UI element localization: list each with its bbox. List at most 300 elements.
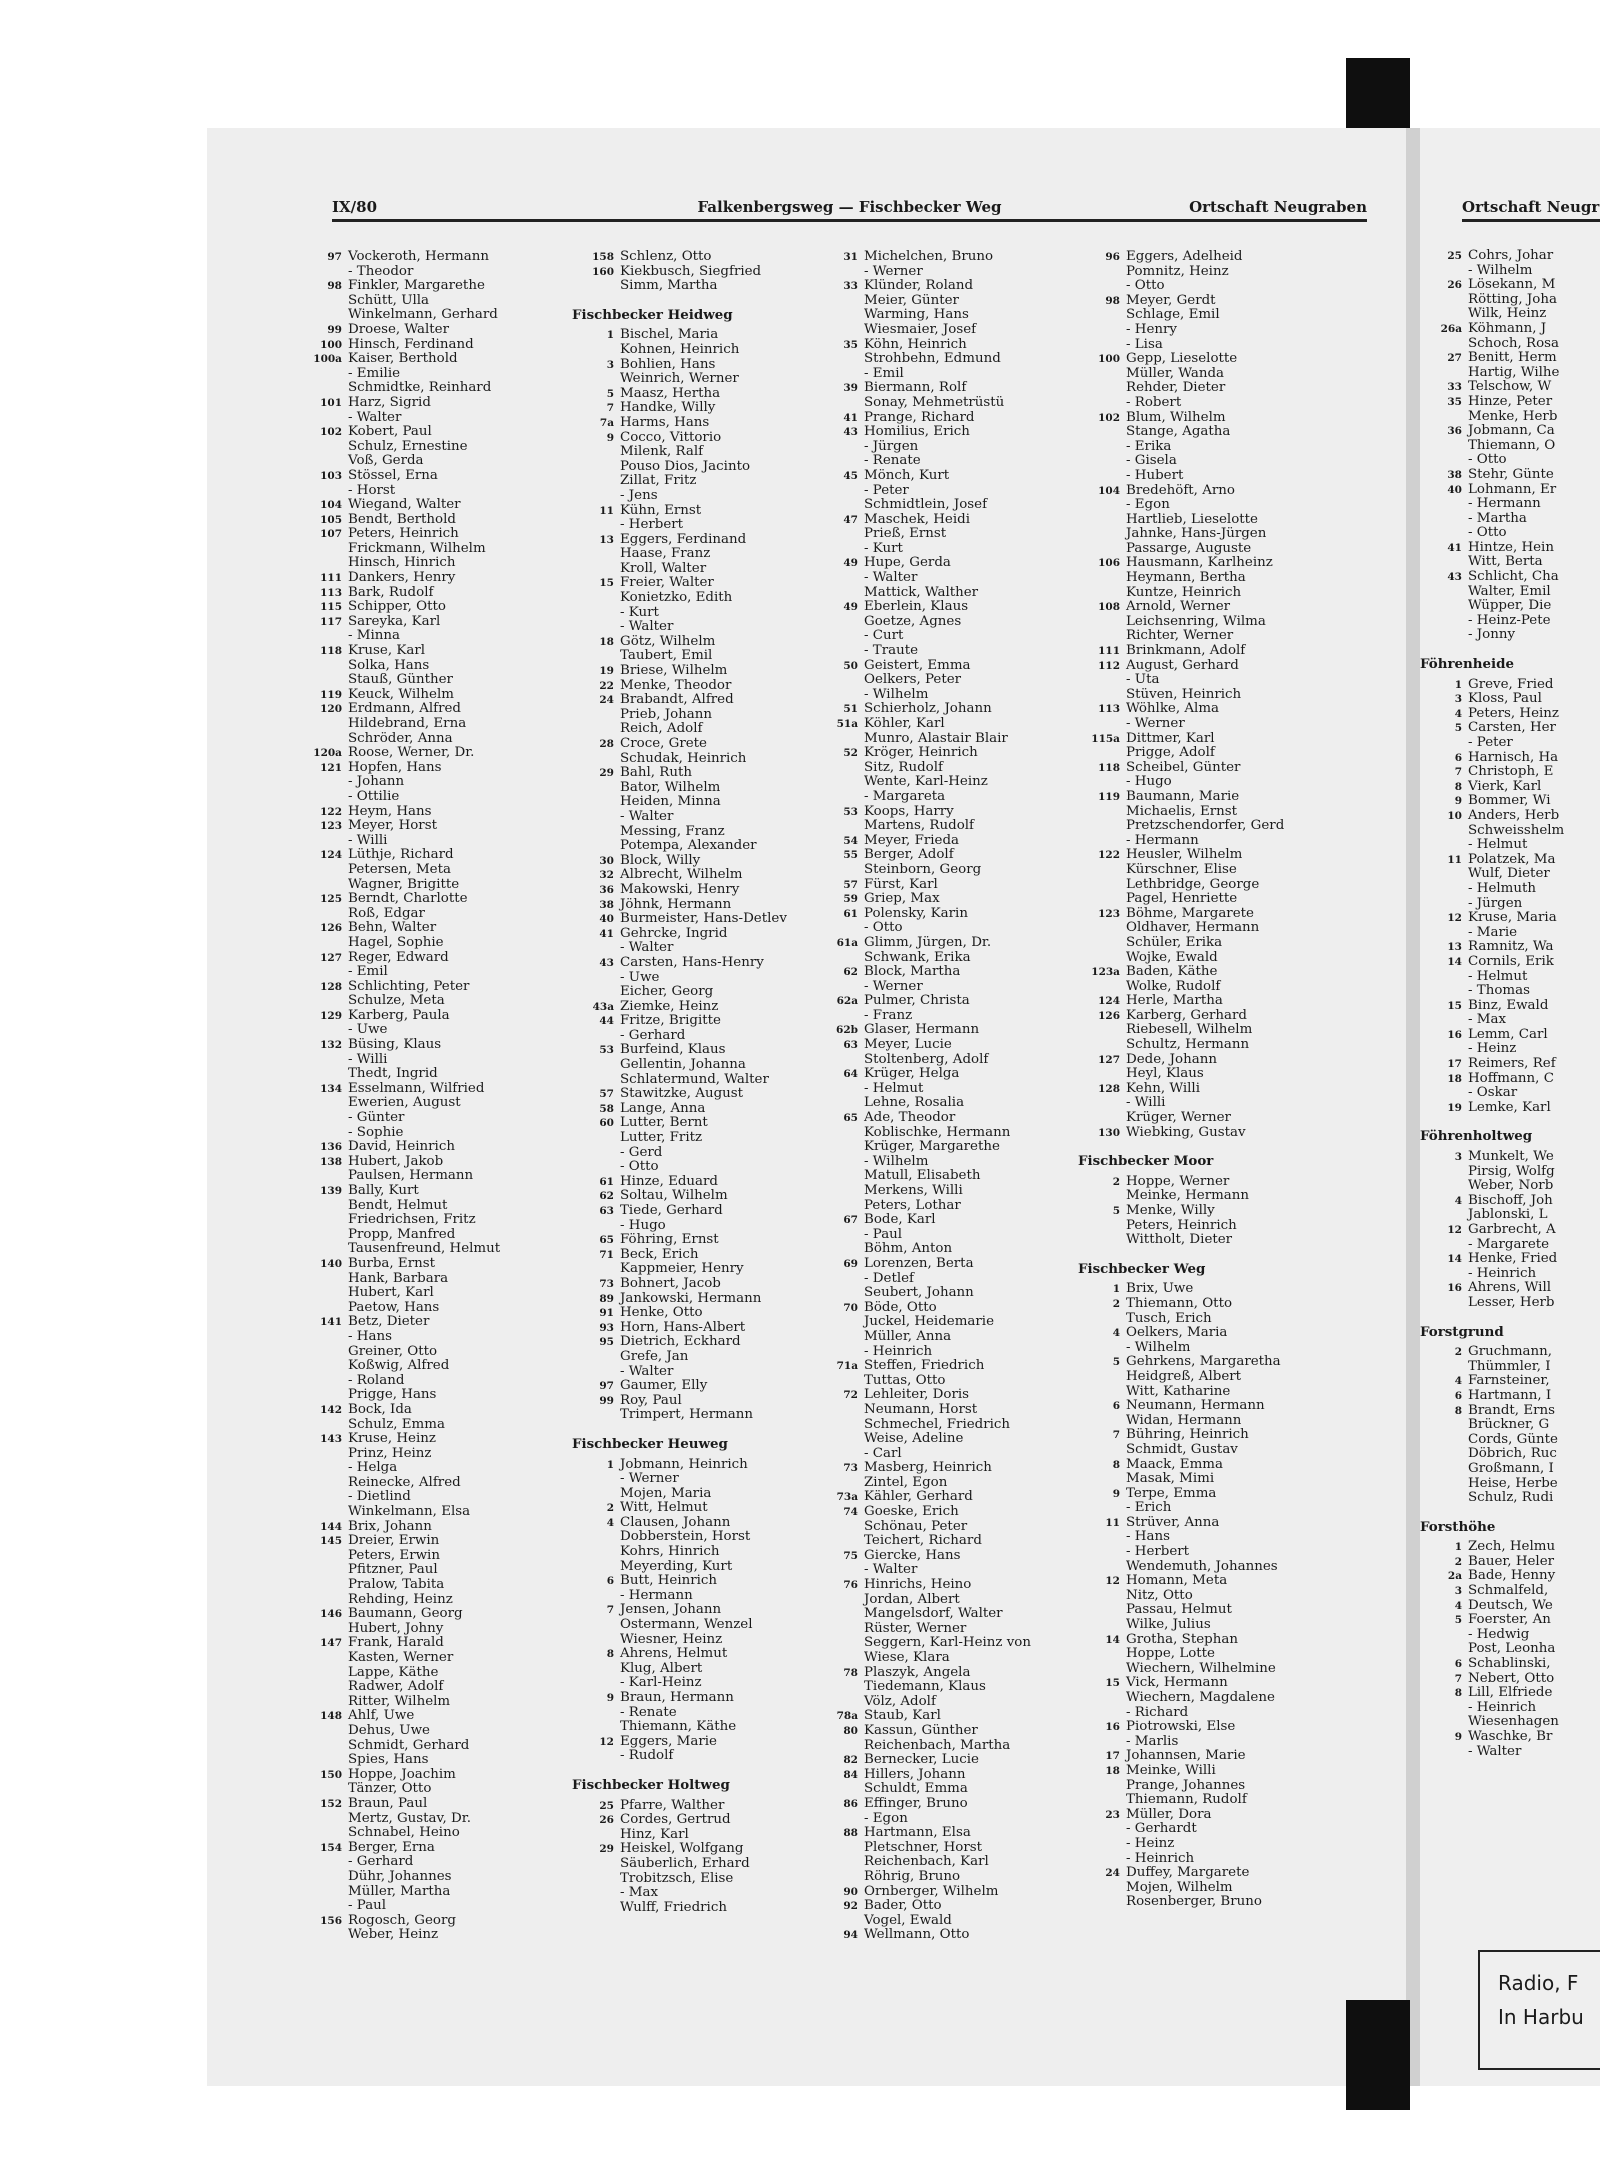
resident-name: - Herbert <box>1126 1544 1190 1560</box>
house-number <box>300 381 348 396</box>
directory-entry <box>300 1841 500 1856</box>
resident-name: Nebert, Otto <box>1468 1670 1555 1686</box>
directory-entry <box>1078 980 1284 995</box>
directory-entry <box>1078 323 1284 338</box>
resident-name: - Otto <box>1126 278 1165 294</box>
directory-entry <box>816 1636 1031 1651</box>
resident-name: Hubert, Karl <box>348 1285 434 1301</box>
directory-entry <box>1078 673 1284 688</box>
house-number: 7 <box>1454 766 1462 779</box>
house-number: 123 <box>1098 907 1120 920</box>
resident-name: Tänzer, Otto <box>348 1781 432 1797</box>
directory-entry <box>300 1753 500 1768</box>
directory-entry <box>816 513 1031 528</box>
resident-name: Christoph, E <box>1468 764 1554 780</box>
directory-entry <box>300 1914 500 1929</box>
resident-name: Jobmann, Heinrich <box>620 1456 748 1472</box>
house-number: 3 <box>1454 1585 1462 1598</box>
resident-name: - Rudolf <box>620 1748 674 1764</box>
directory-entry <box>816 1301 1031 1316</box>
resident-name: Paulsen, Hermann <box>348 1168 474 1184</box>
house-number: 25 <box>599 1799 614 1812</box>
resident-name: Hildebrand, Erna <box>348 716 467 731</box>
house-number: 11 <box>599 504 614 517</box>
directory-entry <box>816 279 1031 294</box>
resident-name: Peters, Erwin <box>348 1547 440 1563</box>
resident-name: Mönch, Kurt <box>864 467 950 483</box>
directory-entry <box>816 367 1031 382</box>
directory-entry <box>572 431 787 446</box>
directory-entry <box>572 1277 787 1292</box>
house-number <box>1078 805 1126 820</box>
directory-entry <box>300 1520 500 1535</box>
resident-name: - Karl-Heinz <box>620 1675 702 1691</box>
house-number <box>572 1530 620 1545</box>
directory-entry <box>300 294 500 309</box>
street-heading: Fischbecker Holtweg <box>572 1776 730 1793</box>
directory-entry <box>816 527 1031 542</box>
directory-entry <box>1078 1038 1284 1053</box>
directory-entry <box>300 1242 500 1257</box>
resident-name: Frank, Harald <box>348 1635 444 1651</box>
directory-entry <box>300 425 500 440</box>
house-number <box>300 1301 348 1316</box>
directory-entry <box>300 600 500 615</box>
resident-name: Hinsch, Ferdinand <box>348 336 474 352</box>
resident-name: - Dietlind <box>348 1489 411 1505</box>
resident-name: Heise, Herbe <box>1468 1475 1558 1491</box>
resident-name: Peters, Heinrich <box>348 526 459 542</box>
directory-entry <box>1078 484 1284 499</box>
resident-name: - Detlef <box>864 1270 914 1286</box>
resident-name: Mattick, Walther <box>864 584 979 600</box>
resident-name: Lösekann, M <box>1468 277 1556 293</box>
resident-name: Eggers, Adelheid <box>1126 249 1243 264</box>
resident-name: Weber, Heinz <box>348 1927 439 1943</box>
resident-name: Hartmann, I <box>1468 1387 1552 1403</box>
resident-name: Wiese, Klara <box>864 1650 950 1665</box>
house-number: 67 <box>843 1214 858 1227</box>
directory-entry <box>1420 1389 1564 1404</box>
resident-name: - Werner <box>1126 716 1185 731</box>
directory-entry <box>300 1111 500 1126</box>
house-number <box>300 1067 348 1082</box>
resident-name: David, Heinrich <box>348 1139 455 1155</box>
resident-name: Böhm, Anton <box>864 1241 953 1257</box>
resident-name: Menke, Willy <box>1126 1203 1215 1218</box>
directory-entry <box>1078 1560 1284 1575</box>
directory-entry <box>300 1286 500 1301</box>
resident-name: Hoppe, Joachim <box>348 1766 456 1782</box>
house-number <box>1420 736 1468 751</box>
directory-entry <box>300 1724 500 1739</box>
house-number: 62a <box>836 995 858 1008</box>
resident-name: Lehleiter, Doris <box>864 1387 970 1403</box>
directory-entry <box>816 1520 1031 1535</box>
resident-name: Hoppe, Lotte <box>1126 1646 1215 1662</box>
house-number: 43 <box>1447 571 1462 584</box>
house-number: 14 <box>1447 1253 1462 1266</box>
directory-entry <box>300 396 500 411</box>
house-number <box>300 1359 348 1374</box>
resident-name: - Jürgen <box>864 438 919 454</box>
directory-entry <box>1420 614 1564 629</box>
directory-entry <box>572 1530 787 1545</box>
directory-entry <box>300 702 500 717</box>
resident-name: Schablinski, <box>1468 1656 1551 1672</box>
house-number: 124 <box>1098 995 1120 1008</box>
directory-entry <box>300 1534 500 1549</box>
resident-name: Bark, Rudolf <box>348 584 434 600</box>
house-number <box>572 1633 620 1648</box>
resident-name: Wojke, Ewald <box>1126 949 1218 965</box>
resident-name: - Paul <box>864 1226 903 1242</box>
house-number <box>300 1505 348 1520</box>
directory-entry <box>300 1067 500 1082</box>
house-number <box>572 445 620 460</box>
directory-entry <box>572 1335 787 1350</box>
directory-entry <box>816 1563 1031 1578</box>
resident-name: Schierholz, Johann <box>864 701 992 717</box>
house-number: 36 <box>1447 425 1462 438</box>
resident-name: Koops, Harry <box>864 803 954 819</box>
directory-entry <box>572 927 787 942</box>
house-number <box>1078 1545 1126 1560</box>
resident-name: - Roland <box>348 1372 405 1388</box>
house-number <box>300 1213 348 1228</box>
directory-entry <box>300 1213 500 1228</box>
house-number: 120a <box>313 747 342 760</box>
house-number <box>572 343 620 358</box>
facing-header-rule <box>1462 219 1600 222</box>
resident-name: - Johann <box>348 774 405 790</box>
resident-name: Kähler, Gerhard <box>864 1489 973 1505</box>
house-number <box>300 1476 348 1491</box>
directory-entry <box>1078 1530 1284 1545</box>
house-number: 91 <box>599 1307 614 1320</box>
resident-name: Schwank, Erika <box>864 949 971 965</box>
directory-entry <box>300 1432 500 1447</box>
house-number: 4 <box>1454 1375 1462 1388</box>
page-header <box>332 198 1367 218</box>
house-number: 126 <box>320 922 342 935</box>
directory-entry <box>1078 498 1284 513</box>
resident-name: Bader, Otto <box>864 1898 942 1914</box>
directory-entry <box>300 542 500 557</box>
house-number: 107 <box>320 528 342 541</box>
resident-name: Prinz, Heinz <box>348 1445 432 1461</box>
resident-name: Meyerding, Kurt <box>620 1558 733 1574</box>
resident-name: Munkelt, We <box>1468 1149 1554 1165</box>
directory-entry <box>1078 308 1284 323</box>
resident-name: Neumann, Horst <box>864 1401 978 1417</box>
directory-entry <box>816 1359 1031 1374</box>
resident-name: Wilk, Heinz <box>1468 306 1547 322</box>
resident-name: Konietzko, Edith <box>620 590 733 606</box>
house-number: 111 <box>1098 645 1120 658</box>
directory-entry <box>300 1388 500 1403</box>
directory-entry <box>572 1487 787 1502</box>
directory-entry <box>1420 1150 1564 1165</box>
house-number <box>816 1695 864 1710</box>
resident-name: Bohnert, Jacob <box>620 1275 721 1291</box>
directory-entry <box>300 717 500 732</box>
resident-name: Reichenbach, Martha <box>864 1737 1011 1753</box>
directory-entry <box>1078 1204 1284 1219</box>
resident-name: Albrecht, Wilhelm <box>620 867 743 883</box>
house-number <box>300 1286 348 1301</box>
house-number: 93 <box>599 1321 614 1334</box>
resident-name: Block, Martha <box>864 964 961 980</box>
resident-name: Brix, Uwe <box>1126 1281 1194 1297</box>
directory-entry <box>300 1490 500 1505</box>
header-rule <box>332 219 1367 222</box>
directory-entry <box>300 1622 500 1637</box>
house-number <box>1078 1662 1126 1677</box>
resident-name: Braun, Hermann <box>620 1690 734 1705</box>
directory-entry <box>572 752 787 767</box>
directory-entry <box>572 825 787 840</box>
directory-entry <box>572 1394 787 1409</box>
directory-entry <box>572 445 787 460</box>
directory-entry <box>816 1490 1031 1505</box>
resident-name: Michaelis, Ernst <box>1126 803 1238 819</box>
resident-name: Lemm, Carl <box>1468 1026 1548 1042</box>
directory-entry <box>572 474 787 489</box>
house-number <box>300 1418 348 1433</box>
resident-name: Droese, Walter <box>348 321 450 337</box>
resident-name: Berger, Erna <box>348 1839 435 1855</box>
directory-entry <box>1420 882 1564 897</box>
resident-name: - Gerhard <box>620 1027 686 1043</box>
directory-entry <box>572 1872 787 1887</box>
directory-entry <box>572 1886 787 1901</box>
house-number: 6 <box>606 1575 614 1588</box>
resident-name: Gehrkens, Margaretha <box>1126 1354 1281 1370</box>
resident-name: - Marlis <box>1126 1733 1179 1749</box>
house-number: 49 <box>843 557 858 570</box>
directory-entry <box>572 518 787 533</box>
resident-name: - Egon <box>864 1810 908 1826</box>
house-number <box>816 440 864 455</box>
house-number: 7 <box>1112 1429 1120 1442</box>
house-number <box>1078 1067 1126 1082</box>
directory-entry <box>816 1272 1031 1287</box>
house-number <box>816 1418 864 1433</box>
resident-name: Pretzschendorfer, Gerd <box>1126 818 1285 834</box>
house-number <box>816 1082 864 1097</box>
resident-name: Cords, Günte <box>1468 1431 1558 1447</box>
directory-entry <box>1078 1808 1284 1823</box>
directory-entry <box>1420 721 1564 736</box>
directory-entry <box>572 941 787 956</box>
house-number <box>1420 497 1468 512</box>
directory-entry <box>816 673 1031 688</box>
house-number <box>1078 527 1126 542</box>
house-number: 19 <box>1447 1101 1462 1114</box>
resident-name: Stauß, Günther <box>348 672 453 688</box>
house-number <box>300 790 348 805</box>
house-number <box>300 1622 348 1637</box>
directory-entry <box>1078 965 1284 980</box>
house-number <box>572 1487 620 1502</box>
house-number: 15 <box>1105 1677 1120 1690</box>
directory-entry <box>300 1315 500 1330</box>
house-number: 8 <box>1454 1687 1462 1700</box>
resident-name: - Günter <box>348 1110 405 1126</box>
house-number <box>816 498 864 513</box>
directory-entry <box>1078 921 1284 936</box>
directory-entry <box>1420 322 1564 337</box>
directory-entry <box>572 1087 787 1102</box>
house-number <box>300 1563 348 1578</box>
resident-name: Bischel, Maria <box>620 327 719 343</box>
resident-name: Wüpper, Die <box>1468 598 1552 614</box>
house-number <box>1078 308 1126 323</box>
resident-name: Eggers, Ferdinand <box>620 531 747 547</box>
house-number <box>1078 1895 1126 1910</box>
directory-entry <box>572 1379 787 1394</box>
house-number: 6 <box>1454 1658 1462 1671</box>
resident-name: - Peter <box>1468 735 1513 750</box>
house-number: 123 <box>320 820 342 833</box>
directory-entry <box>1078 732 1284 747</box>
house-number <box>300 294 348 309</box>
house-number: 123a <box>1091 966 1120 979</box>
resident-name: - Wilhelm <box>864 686 929 702</box>
resident-name: Peters, Lothar <box>864 1197 961 1213</box>
house-number <box>816 1184 864 1199</box>
binding-tape-bottom <box>1346 2000 1410 2110</box>
directory-entry <box>1078 1067 1284 1082</box>
house-number <box>1078 936 1126 951</box>
resident-name: Jobmann, Ca <box>1468 423 1555 439</box>
directory-entry <box>1420 955 1564 970</box>
house-number: 23 <box>1105 1808 1120 1821</box>
resident-name: Krüger, Werner <box>1126 1110 1231 1126</box>
house-number: 125 <box>320 893 342 906</box>
directory-entry <box>816 1578 1031 1593</box>
resident-name: Harz, Sigrid <box>348 394 431 410</box>
resident-name: - Gerd <box>620 1144 663 1160</box>
directory-entry <box>300 1038 500 1053</box>
resident-name: - Hugo <box>1126 774 1172 790</box>
resident-name: Glaser, Hermann <box>864 1022 980 1038</box>
directory-entry <box>816 1695 1031 1710</box>
directory-entry <box>572 708 787 723</box>
resident-name: - Walter <box>1468 1743 1522 1759</box>
directory-entry <box>816 250 1031 265</box>
house-number <box>572 1058 620 1073</box>
house-number <box>1420 882 1468 897</box>
directory-entry <box>300 878 500 893</box>
resident-name: Hinze, Eduard <box>620 1173 719 1189</box>
resident-name: Cornils, Erik <box>1468 953 1554 969</box>
house-number <box>300 556 348 571</box>
house-number <box>300 1826 348 1841</box>
house-number <box>300 1111 348 1126</box>
directory-entry <box>816 1126 1031 1141</box>
directory-entry <box>1078 1764 1284 1779</box>
directory-entry <box>1078 1779 1284 1794</box>
directory-entry <box>1420 1252 1564 1267</box>
directory-entry <box>572 1458 787 1473</box>
directory-entry <box>572 781 787 796</box>
directory-entry <box>300 1812 500 1827</box>
house-number: 98 <box>1105 294 1120 307</box>
resident-name: Bendt, Helmut <box>348 1197 448 1213</box>
resident-name: - Heinrich <box>1468 1265 1537 1281</box>
directory-entry <box>1078 1676 1284 1691</box>
house-number: 64 <box>843 1068 858 1081</box>
resident-name: Cocco, Vittorio <box>620 429 722 445</box>
directory-entry <box>1420 1028 1564 1043</box>
house-number <box>1078 951 1126 966</box>
house-number: 80 <box>843 1724 858 1737</box>
house-number: 2 <box>1112 1297 1120 1310</box>
resident-name: Mangelsdorf, Walter <box>864 1606 1003 1622</box>
resident-name: Thedt, Ingrid <box>348 1066 438 1082</box>
resident-name: Waschke, Br <box>1468 1729 1553 1744</box>
resident-name: Ritter, Wilhelm <box>348 1693 451 1709</box>
directory-entry <box>1078 936 1284 951</box>
resident-name: Keuck, Wilhelm <box>348 686 454 702</box>
resident-name: Cordes, Gertrud <box>620 1812 731 1828</box>
directory-entry <box>1078 951 1284 966</box>
resident-name: Plaszyk, Angela <box>864 1664 971 1680</box>
directory-entry <box>572 649 787 664</box>
directory-entry <box>300 615 500 630</box>
directory-entry <box>816 732 1031 747</box>
directory-entry <box>1078 688 1284 703</box>
directory-entry <box>1078 819 1284 834</box>
ad-line: Radio, F <box>1498 1971 1579 1995</box>
house-number: 73 <box>843 1462 858 1475</box>
resident-name: - Hans <box>1126 1529 1170 1545</box>
house-number: 35 <box>843 338 858 351</box>
directory-entry <box>1420 970 1564 985</box>
house-number <box>816 1315 864 1330</box>
resident-name: Fürst, Karl <box>864 876 938 892</box>
house-number <box>572 825 620 840</box>
resident-name: - Uwe <box>620 969 660 985</box>
directory-entry <box>1420 692 1564 707</box>
directory-entry <box>1078 1282 1284 1297</box>
directory-entry <box>816 1870 1031 1885</box>
house-number: 147 <box>320 1637 342 1650</box>
resident-name: Baumann, Marie <box>1126 788 1240 804</box>
directory-entry <box>816 1082 1031 1097</box>
house-number <box>1420 337 1468 352</box>
house-number <box>816 1345 864 1360</box>
house-number <box>572 1350 620 1365</box>
house-number <box>816 1739 864 1754</box>
directory-entry <box>816 338 1031 353</box>
directory-entry <box>1420 599 1564 614</box>
house-number <box>572 795 620 810</box>
directory-entry <box>816 1651 1031 1666</box>
resident-name: Betz, Dieter <box>348 1314 430 1330</box>
directory-entry <box>1420 1657 1564 1672</box>
house-number <box>1420 1462 1468 1477</box>
resident-name: - Gerhard <box>348 1854 414 1870</box>
house-number: 108 <box>1098 601 1120 614</box>
house-number: 12 <box>599 1735 614 1748</box>
resident-name: Lutter, Bernt <box>620 1115 708 1131</box>
resident-name: Pfitzner, Paul <box>348 1562 438 1578</box>
house-number <box>816 1447 864 1462</box>
directory-entry <box>1420 1296 1564 1311</box>
